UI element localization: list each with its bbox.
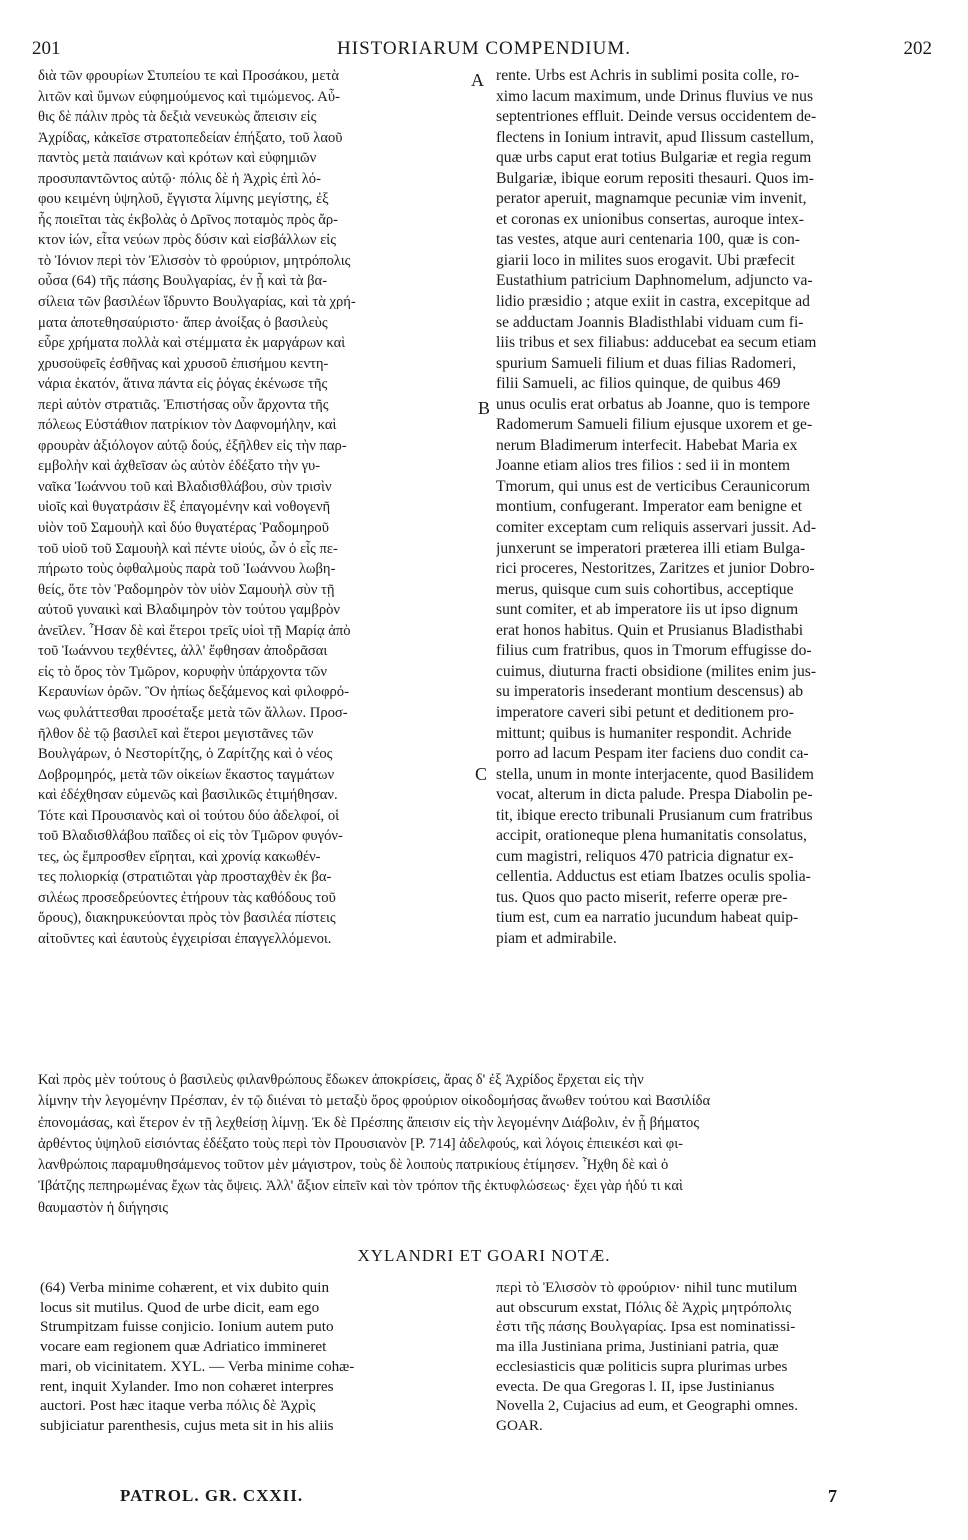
greek-line: Καὶ πρὸς μὲν τούτους ὁ βασιλεὺς φιλανθρώπους ἔδωκεν ἀποκρίσεις, ἄρας δ' ἐξ Ἀχρίδος ἔρχεται εἰς τὴν (38, 1072, 644, 1088)
note-line: evecta. De qua Gregoras l. II, ipse Justinianus (496, 1377, 775, 1395)
latin-line: porro ad lacum Pespam iter faciens duo condit ca- (496, 745, 809, 763)
latin-line: septentriones effluit. Deinde versus occidentem de- (496, 108, 817, 126)
latin-line: su imperatoris insederant montium descensus) ab (496, 683, 804, 701)
greek-line: εμβολὴν καὶ ἀχθεῖσαν ὡς αὐτὸν ἐδέξατο τὴν γυ- (38, 458, 321, 475)
greek-line: τοῦ Ἰωάννου τεχθέντες, ἀλλ' ἔφθησαν ἀποδρᾶσαι (38, 643, 328, 660)
greek-line: σιλέως προσεδρεύοντες ἐτήρουν τὰς καθόδους τοῦ (38, 889, 336, 906)
greek-line: θις δὲ πάλιν πρὸς τὰ δεξιὰ νενευκὼς ἄπεισιν εἰς (38, 109, 317, 126)
note-line: GOAR. (496, 1416, 543, 1434)
greek-line: παντὸς μετὰ παιάνων καὶ κρότων καὶ εὐφημιῶν (38, 150, 317, 167)
note-line: mari, ob vicinitatem. XYL. — Verba minime cohæ- (40, 1357, 355, 1375)
greek-text-column (38, 66, 484, 950)
greek-line: τοῦ Βλαδισθλάβου παῖδες οἱ εἰς τὸν Τμῶρον φυγόν- (38, 828, 343, 845)
greek-line: λίμνην τὴν λεγομένην Πρέσπαν, ἐν τῷ διιέναι τὸ μεταξὺ ὄρος φρούριον οἰκοδομήσας ἄνωθεν τούτου καὶ Βασιλίδα (38, 1093, 711, 1110)
greek-line: τὸ Ἰόνιον περὶ τὸν Ἐλισσὸν τὸ φρούριον, μητρόπολις (38, 252, 351, 269)
latin-line: lidio præsidio ; atque exiit in castra, excepitque ad (496, 293, 810, 311)
greek-line: χρυσοϋφεῖς ἐσθῆνας καὶ χρυσοῦ ἐπισήμου κεντη- (38, 355, 329, 372)
greek-line: Ἀχρίδας, κἀκεῖσε στρατοπεδείαν ἐπήξατο, τοῦ λαοῦ (38, 129, 343, 146)
latin-line: cellentia. Adductus est etiam Ibatzes oculis spolia- (496, 868, 811, 886)
latin-line: tium est, cum ea narratio jucundum habeat quip- (496, 909, 799, 927)
greek-line: ματα ἀποτεθησαύριστο· ἅπερ ἀνοίξας ὁ βασιλεὺς (38, 314, 328, 331)
greek-line: τοῦ υἱοῦ τοῦ Σαμουὴλ καὶ πέντε υἱούς, ὧν ὁ εἷς πε- (38, 540, 338, 557)
margin-mark-a: A (471, 70, 484, 90)
greek-line: ἧς ποιεῖται τὰς ἐκβολὰς ὁ Δρῖνος ποταμὸς πρὸς ἄρ- (38, 211, 339, 228)
greek-line: ναῖκα Ἰωάννου τοῦ καὶ Βλαδισθλάβου, σὺν τρισὶν (38, 478, 332, 495)
latin-line: tit, ibique erecto tribunali Prusianum cum fratribus (496, 806, 813, 824)
note-line: locus sit mutilus. Quod de urbe dicit, eam ego (40, 1298, 320, 1316)
notes-left-column (40, 1278, 472, 1436)
greek-line: Ἰβάτζης πεπηρωμένας ἔχων τὰς ὄψεις. Ἀλλ' ἄξιον εἰπεῖν καὶ τὸν τρόπον τῆς ἐκτυφλώσεως· ἔχει γὰρ ἡδύ τι καὶ (38, 1178, 683, 1195)
note-line: Strumpitzam fuisse conjicio. Ionium autem puto (40, 1318, 334, 1336)
greek-line: Δοβρομηρός, μετὰ τῶν οἰκείων ἕκαστος ταγμάτων (38, 766, 335, 783)
latin-line: nerum Bladimerum interfecit. Habebat Maria ex (496, 436, 798, 454)
greek-line: ῆλθον δὲ τῷ βασιλεῖ καὶ ἕτεροι μεγιστᾶνες τῶν (38, 725, 314, 742)
latin-line: Bulgariæ, ibique eorum repositi thesauri. Quos im- (496, 169, 814, 187)
latin-line: montium, confugerant. Imperator eam benigne et (496, 498, 803, 516)
note-line: ἐστι τῆς πάσης Βουλγαρίας. Ipsa est nominatissi- (496, 1318, 796, 1336)
greek-line: προσυπαντῶντος αὐτῷ· πόλις δὲ ἡ Ἀχρὶς ἐπὶ λό- (38, 170, 321, 187)
greek-line: τες πολιορκίᾳ (στρατιῶται γὰρ προσταχθὲν ἐκ βα- (38, 869, 332, 886)
note-line: vocare eam regionem quæ Adriatico immineret (40, 1338, 327, 1356)
note-line: ecclesiasticis quæ politicis supra plurimas urbes (496, 1357, 788, 1375)
latin-line: se adductam Joannis Bladisthlabi viduam cum fi- (496, 313, 804, 331)
greek-line: Κεραυνίων ὀρῶν. Ὃν ἠπίως δεξάμενος καὶ φιλοφρό- (38, 684, 349, 701)
greek-line: πόλεως Εὐστάθιον πατρίκιον τὸν Δαφνομήλην, καὶ (38, 417, 337, 434)
latin-line: cuimus, diuturna fracti obsidione (milites enim jus- (496, 662, 817, 680)
greek-full-width-text (38, 1070, 932, 1219)
note-line: auctori. Post hæc itaque verba πόλις δὲ Ἀχρὶς (40, 1397, 316, 1415)
greek-line: ἐπονομάσας, καὶ ἕτερον ἐν τῇ λεχθείσῃ λίμνῃ. Ἐκ δὲ Πρέσπης ἄπεισιν εἰς τὴν λεγομένην Διάβολιν, ἐν ᾗ βήματος (38, 1114, 700, 1131)
latin-line: junxerunt se imperatori præterea illi etiam Bulga- (496, 539, 806, 557)
greek-line: καὶ ἐδέχθησαν εὐμενῶς καὶ βασιλικῶς ἐτιμήθησαν. (38, 787, 338, 804)
latin-line: Radomerum Samueli filium ejusque uxorem et ge- (496, 416, 813, 434)
latin-line: filius cum fratribus, quos in Tmorum effugisse do- (496, 642, 812, 660)
footer-volume: PATROL. GR. CXXII. (120, 1486, 304, 1505)
left-page-number: 201 (32, 38, 61, 59)
greek-line: πήρωτο τοὺς ὀφθαλμοὺς παρὰ τοῦ Ἰωάννου λωβη- (38, 561, 336, 578)
greek-line: κτον ἰών, εἶτα νεύων πρὸς δύσιν καὶ εἰσβάλλων εἰς (38, 232, 337, 249)
greek-line: φου κειμένη ὑψηλοῦ, ἔγγιστα λίμνης μεγίστης, ἐξ (38, 191, 329, 208)
latin-line: perator aperuit, magnamque pecuniæ vim invenit, (496, 190, 807, 208)
note-line: Novella 2, Cujacius ad eum, et Geographi omnes. (496, 1397, 798, 1415)
note-line: subjiciatur parenthesis, cujus meta sit in his aliis (40, 1416, 334, 1434)
greek-line: οὖσα (64) τῆς πάσης Βουλγαρίας, ἐν ᾗ καὶ τὰ βα- (38, 273, 328, 290)
latin-text-column (496, 66, 932, 950)
greek-line: υἱοῖς καὶ θυγατράσιν ἓξ ἐπαγομένην καὶ νοθογενῆ (38, 499, 331, 516)
latin-line: Joanne etiam alios tres filios : sed ii in montem (496, 457, 791, 475)
greek-line: υἱὸν τοῦ Σαμουὴλ καὶ δύο θυγατέρας Ῥαδομηροῦ (38, 520, 329, 537)
right-page-number: 202 (903, 38, 932, 59)
footer-signature: 7 (828, 1486, 837, 1506)
latin-line: accipit, orationeque plena humanitatis consolatus, (496, 827, 807, 845)
greek-line: σίλεια τῶν βασιλέων ἵδρυντο Βουλγαρίας, καὶ τὰ χρή- (38, 294, 356, 311)
latin-line: tas vestes, atque auri centenaria 100, quæ is con- (496, 231, 800, 249)
notes-title: XYLANDRI ET GOARI NOTÆ. (357, 1246, 611, 1265)
latin-line: stella, unum in monte interjacente, quod Basilidem (496, 765, 814, 783)
greek-line: νως φυλάττεσθαι προσέταξε μετὰ τῶν ἄλλων. Προσ- (38, 704, 348, 721)
note-line: rent, inquit Xylander. Imo non cohæret interpres (40, 1377, 334, 1395)
greek-line: φρουρὰν ἀξιόλογον αὐτῷ δούς, ἐξῆλθεν εἰς τὴν παρ- (38, 437, 347, 454)
notes-right-column (496, 1278, 932, 1436)
greek-line: εἰς τὸ ὄρος τὸν Τμῶρον, κορυφὴν ὑπάρχοντα τῶν (38, 663, 327, 680)
greek-line: θείς, ὅτε τὸν Ῥαδομηρὸν τὸν υἱὸν Σαμουὴλ σὺν τῇ (38, 581, 335, 598)
greek-line: νάρια ἑκατόν, ἅτινα πάντα εἰς ῥόγας ἐκένωσε τῆς (38, 376, 328, 393)
latin-line: quæ urbs caput erat totius Bulgariæ et regia regum (496, 149, 812, 167)
running-title: HISTORIARUM COMPENDIUM. (337, 38, 631, 59)
latin-line: et coronas ex unionibus consertas, auroque intex- (496, 210, 804, 228)
latin-line: comiter exceptam cum reliquis asservari jussit. Ad- (496, 519, 817, 537)
greek-line: αἰτοῦντες καὶ ἑαυτοὺς ἐγχειρίσαι ἐπαγγελλόμενοι. (38, 930, 332, 947)
latin-line: unus oculis erat orbatus ab Joanne, quo is tempore (496, 395, 810, 413)
note-line: περὶ τὸ Ἐλισσὸν τὸ φρούριον· nihil tunc mutilum (496, 1279, 798, 1296)
greek-line: τες, ὡς ἔμπροσθεν εἴρηται, καὶ χρονίᾳ κακωθέν- (38, 848, 321, 865)
latin-line: merus, quisque cum suis cohortibus, acceptique (496, 580, 794, 598)
note-line: aut obscurum exstat, Πόλις δὲ Ἀχρὶς μητρόπολις (496, 1298, 792, 1316)
greek-line: διὰ τῶν φρουρίων Στυπείου τε καὶ Προσάκου, μετὰ (38, 68, 340, 84)
note-line: ma illa Justiniana prima, Justiniani patria, quæ (496, 1338, 779, 1356)
latin-line: vocat, alterum in dicta palude. Prespa Diabolin pe- (496, 786, 813, 804)
greek-line: Τότε καὶ Προυσιανὸς καὶ οἱ τούτου δύο ἀδελφοί, οἱ (38, 807, 340, 824)
latin-line: mittunt; quibus is humaniter respondit. Achride (496, 724, 792, 742)
greek-line: λανθρώποις παραμυθησάμενος τοῦτον μὲν μάγιστρον, τοὺς δὲ λοιποὺς πατρικίους ἐτίμησεν. Ἦχθη δὲ καὶ ὁ (38, 1157, 669, 1174)
latin-line: giarii loco in milites suos erogavit. Ubi præfecit (496, 251, 795, 269)
latin-line: tus. Quos quo pacto miserit, referre operæ pre- (496, 888, 788, 906)
latin-line: sunt comiter, et ab imperatore iis ut ipso dignum (496, 601, 799, 619)
greek-line: εὗρε χρήματα πολλὰ καὶ στέμματα ἐκ μαργάρων καὶ (38, 335, 346, 352)
greek-line: ἀνεῖλεν. Ἦσαν δὲ καὶ ἕτεροι τρεῖς υἱοὶ τῇ Μαρίᾳ ἀπὸ (38, 622, 351, 639)
greek-line: λιτῶν καὶ ὕμνων εὐφημούμενος καὶ τιμώμενος. Αὖ- (38, 88, 340, 105)
latin-line: cum magistri, reliquos 470 patricia dignatur ex- (496, 847, 794, 865)
latin-line: flectens in Ionium intravit, apud Ilissum castellum, (496, 128, 814, 146)
greek-line: ὄρους), διακηρυκεύονται πρὸς τὸν βασιλέα πίστεις (38, 910, 336, 927)
latin-line: liis tribus et sex filiabus: adducebat ea secum etiam (496, 334, 817, 352)
latin-line: Tmorum, qui unus est de verticibus Ceraunicorum (496, 477, 810, 495)
latin-line: imperatore caveri sibi petunt et deditionem pro- (496, 703, 794, 721)
latin-line: rici proceres, Nestoritzes, Zaritzes et junior Dobro- (496, 560, 815, 578)
margin-mark-c: C (475, 764, 488, 784)
greek-line: ἀρθέντος ὑψηλοῦ εἰσιόντας ἐδέξατο τοὺς περὶ τὸν Προυσιανὸν [P. 714] ἀδελφούς, καὶ λόγοις ἐπιεικέσι καὶ φι- (38, 1135, 683, 1152)
latin-line: ximo lacum maximum, unde Drinus fluvius ve nus (496, 87, 814, 105)
latin-line: spurium Samueli filium et duas filias Radomeri, (496, 354, 797, 372)
latin-line: filii Samueli, ac filios quinque, de quibus 469 (496, 375, 781, 393)
latin-line: piam et admirabile. (496, 929, 617, 947)
latin-line: rente. Urbs est Achris in sublimi posita colle, ro- (496, 67, 800, 84)
greek-line: Βουλγάρων, ὁ Νεστορίτζης, ὁ Ζαρίτζης καὶ ὁ νέος (38, 746, 333, 763)
greek-line: περὶ αὐτὸν στρατιᾶς. Ἐπιστήσας οὖν ἄρχοντα τῆς (38, 396, 329, 413)
latin-line: Eustathium patricium Daphnomelum, adjuncto va- (496, 272, 813, 290)
latin-line: erat honos habitus. Quin et Prusianus Bladisthabi (496, 621, 804, 639)
greek-line: θαυμαστὸν ἡ διήγησις (38, 1199, 168, 1216)
greek-line: αὐτοῦ γυναικὶ καὶ Βλαδιμηρὸν τὸν τούτου γαμβρὸν (38, 602, 341, 619)
note-line: (64) Verba minime cohærent, et vix dubito quin (40, 1279, 330, 1296)
margin-mark-b: B (478, 398, 491, 418)
